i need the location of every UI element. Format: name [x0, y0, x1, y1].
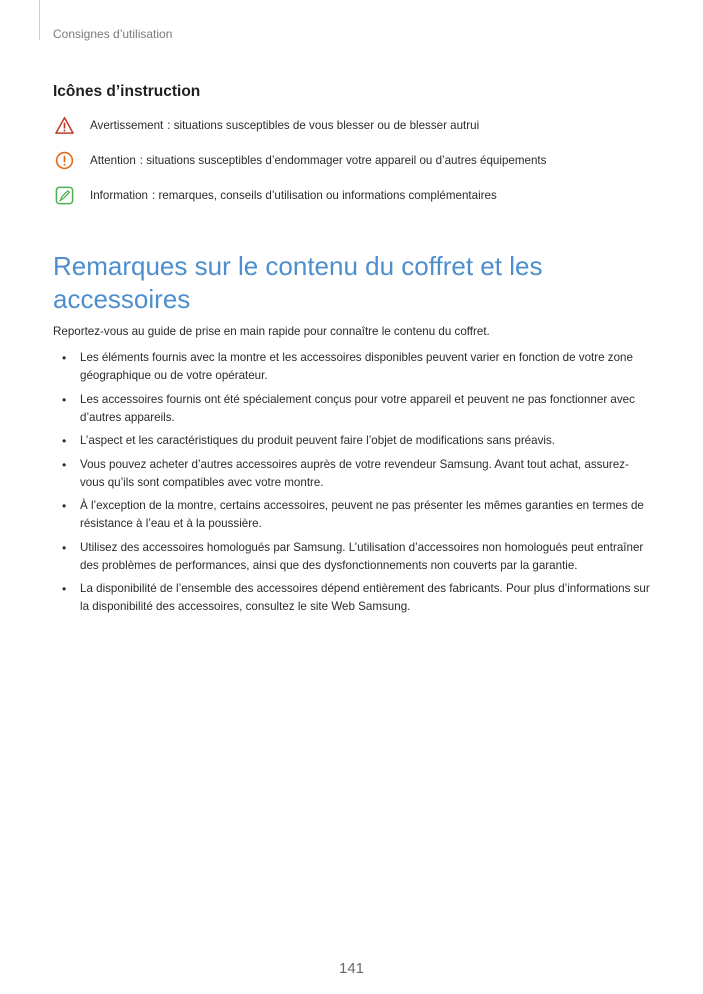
list-item — [53, 349, 653, 385]
accessories-notes-list — [53, 349, 653, 622]
bullet-dot: • — [62, 582, 67, 596]
list-item-text: La disponibilité de l’ensemble des accessoires dépend entièrement des fabricants. Pour plus d’informations sur la disponibilité des accessoires, consultez le site Web Samsung. — [80, 582, 650, 613]
list-item-text: À l’exception de la montre, certains accessoires, peuvent ne pas présenter les mêmes garanties en termes de résistance à l’eau et à la poussière. — [80, 499, 644, 530]
list-item-text: L’aspect et les caractéristiques du produit peuvent faire l’objet de modifications sans préavis. — [80, 434, 555, 447]
instruction-item-caution — [55, 150, 546, 170]
warning-term: Avertissement — [90, 118, 164, 132]
list-item — [53, 539, 653, 575]
list-item — [53, 497, 653, 533]
instruction-item-information — [55, 185, 497, 205]
bullet-dot: • — [62, 540, 67, 555]
bullet-dot: • — [62, 351, 67, 365]
bullet-dot: • — [62, 392, 67, 407]
page-number: 141 — [338, 960, 365, 977]
instruction-item-warning — [55, 115, 479, 135]
header-divider — [39, 0, 40, 40]
bullet-dot: • — [62, 434, 67, 448]
information-note-icon — [55, 186, 74, 205]
list-item — [53, 580, 653, 616]
section-heading — [53, 250, 653, 316]
list-item-text: Utilisez des accessoires homologués par Samsung. L’utilisation d’accessoires non homologués peut entraîner des problèmes de performances, ainsi que des dysfonctionnements non couverts par la garantie. — [80, 540, 644, 572]
instruction-icons-title: Icônes d’instruction — [53, 83, 201, 100]
warning-description: : situations susceptibles de vous blesser ou de blesser autrui — [167, 118, 480, 132]
information-description: : remarques, conseils d’utilisation ou informations complémentaires — [152, 188, 497, 202]
section-heading-line-1: Remarques sur le contenu du coffret et les — [53, 251, 543, 281]
list-item — [53, 456, 653, 492]
bullet-dot: • — [62, 457, 67, 472]
warning-triangle-icon — [55, 116, 74, 135]
caution-description: : situations susceptibles d’endommager votre appareil ou d’autres équipements — [139, 153, 547, 167]
section-heading-line-2: accessoires — [53, 284, 191, 314]
list-item-text: Les éléments fournis avec la montre et les accessoires disponibles peuvent varier en fonction de votre zone géographique ou de votre opérateur. — [80, 351, 633, 382]
list-item — [53, 391, 653, 427]
information-term: Information — [90, 188, 148, 202]
caution-term: Attention — [90, 153, 136, 167]
list-item-text: Les accessoires fournis ont été spécialement conçus pour votre appareil et peuvent ne pas fonctionner avec d’autres appareils. — [80, 392, 635, 424]
running-header: Consignes d’utilisation — [53, 27, 173, 41]
section-intro: Reportez-vous au guide de prise en main rapide pour connaître le contenu du coffret. — [53, 325, 490, 338]
list-item-text: Vous pouvez acheter d’autres accessoires auprès de votre revendeur Samsung. Avant tout achat, assurez-vous qu’ils sont compatibles avec votre montre. — [80, 457, 629, 489]
bullet-dot: • — [62, 499, 67, 513]
list-item — [53, 432, 653, 450]
caution-exclamation-icon — [55, 151, 74, 170]
